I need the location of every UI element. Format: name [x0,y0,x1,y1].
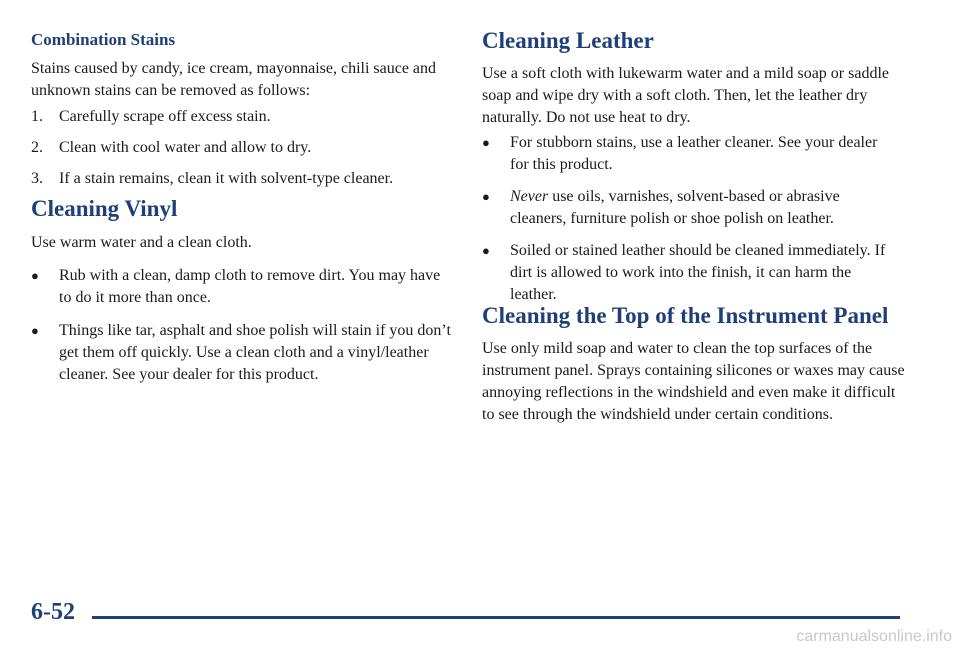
list-item [31,265,451,309]
page-number: 6-52 [31,599,75,625]
list-item [31,320,451,386]
list-item [482,132,892,176]
bullet-icon: ● [31,268,39,283]
instrument-panel-body: Use only mild soap and water to clean the top surfaces of the instrument panel. Sprays containing silicones or waxes may cause annoying reflections in the windshield and even make it difficult to see through the windshield under certain conditions. [482,340,905,423]
bullet-icon: ● [482,243,490,258]
cleaning-vinyl-bullets [31,265,451,386]
never-emphasis: Never [510,188,549,205]
step-item [31,137,393,159]
combination-stains-heading: Combination Stains [31,30,176,49]
cleaning-vinyl-heading: Cleaning Vinyl [31,196,178,221]
list-item [482,186,892,230]
step-text: Clean with cool water and allow to dry. [59,139,312,156]
bullet-icon: ● [482,135,490,150]
cleaning-leather-heading: Cleaning Leather [482,28,654,53]
bullet-text-rest: use oils, varnishes, solvent-based or abrasive cleaners, furniture polish or shoe polish on leather. [510,188,840,227]
bullet-icon: ● [31,323,39,338]
step-number: 3. [31,170,43,187]
instrument-panel-heading: Cleaning the Top of the Instrument Panel [482,303,889,328]
bullet-text: For stubborn stains, use a leather cleaner. See your dealer for this product. [510,134,878,173]
step-item [31,106,393,128]
bullet-text: Soiled or stained leather should be cleaned immediately. If dirt is allowed to work into the finish, it can harm the leather. [510,242,886,303]
step-text: Carefully scrape off excess stain. [59,108,271,125]
step-item [31,168,393,190]
combination-stains-intro: Stains caused by candy, ice cream, mayonnaise, chili sauce and unknown stains can be removed as follows: [31,60,437,99]
step-number: 1. [31,108,43,125]
bullet-text [510,186,892,230]
step-text: If a stain remains, clean it with solvent-type cleaner. [59,170,394,187]
footer-rule [92,616,900,619]
cleaning-leather-intro: Use a soft cloth with lukewarm water and a mild soap or saddle soap and wipe dry with a soft cloth. Then, let the leather dry naturally. Do not use heat to dry. [482,65,889,126]
watermark: carmanualsonline.info [796,628,952,645]
step-number: 2. [31,139,43,156]
bullet-text: Things like tar, asphalt and shoe polish will stain if you don’t get them off quickly. Use a clean cloth and a vinyl/leather cleaner. See your dealer for this product. [59,322,451,383]
list-item [482,240,892,306]
cleaning-leather-bullets [482,132,892,306]
bullet-icon: ● [482,189,490,204]
combination-stains-steps [31,106,393,190]
bullet-text: Rub with a clean, damp cloth to remove dirt. You may have to do it more than once. [59,267,441,306]
cleaning-vinyl-intro: Use warm water and a clean cloth. [31,234,252,251]
